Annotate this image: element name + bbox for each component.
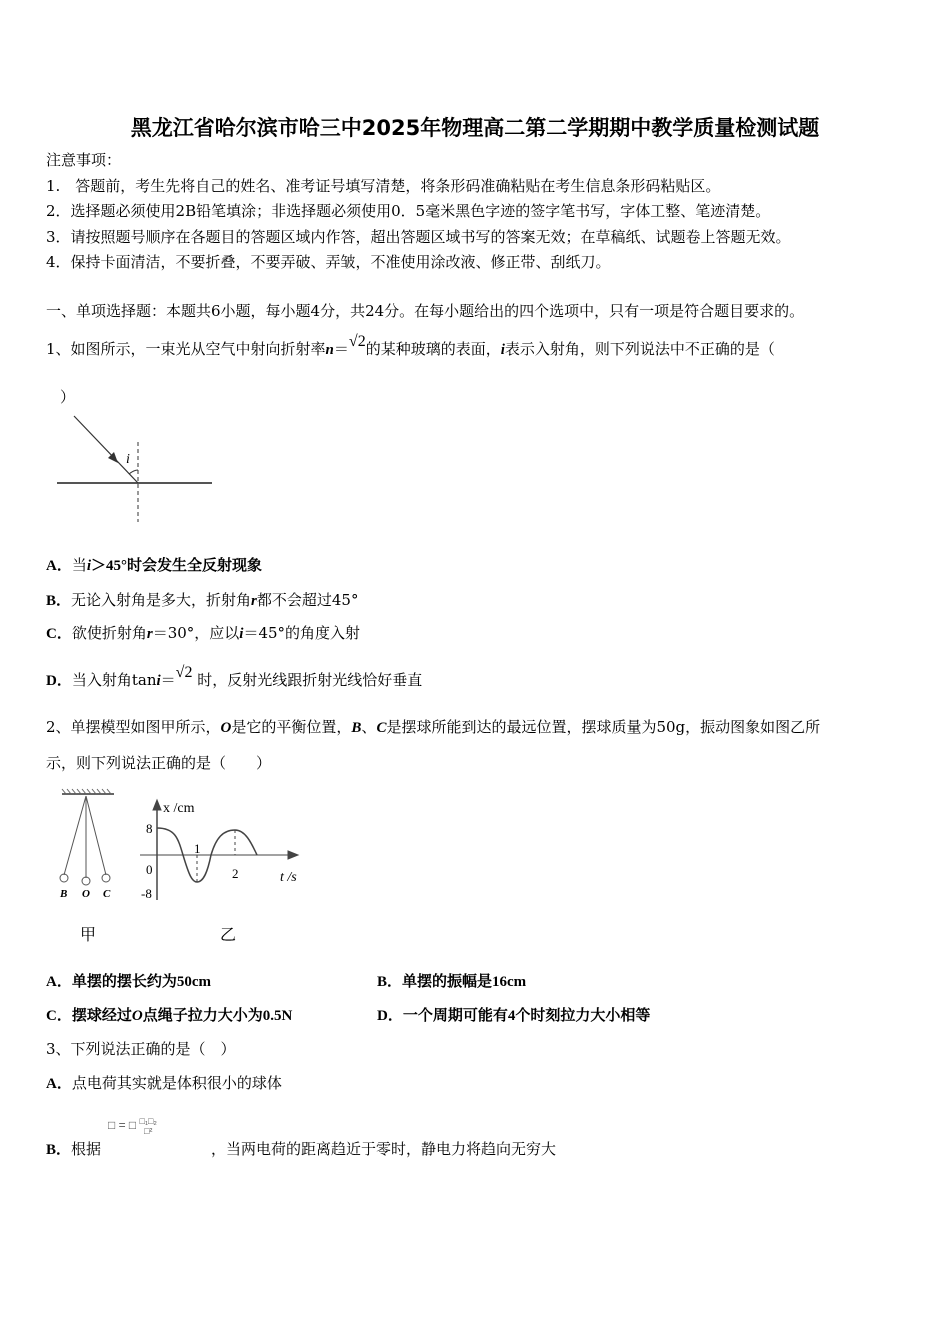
q1-option-a[interactable]: [46, 555, 262, 576]
tick: -8: [141, 886, 152, 901]
refraction-figure: [50, 410, 220, 525]
q1-option-b[interactable]: [46, 590, 358, 611]
option-text: 都不会超过45°: [256, 591, 359, 609]
q2-stem-text: 2、单摆模型如图甲所示，: [46, 718, 221, 736]
option-text: 单摆的摆长约为50cm: [71, 974, 211, 990]
pendulum-strings: [60, 796, 110, 885]
option-key: A．: [46, 1076, 72, 1092]
tick: 1: [194, 841, 201, 856]
formula-lhs: □ = □: [108, 1118, 137, 1133]
y-arrow-icon: [153, 800, 161, 810]
q1-option-d[interactable]: [46, 664, 423, 691]
notice-item: 2．选择题必须使用2B铅笔填涂；非选择题必须使用0．5毫米黑色字迹的签字笔书写，字体工整、笔迹清楚。: [46, 202, 771, 220]
option-text: 时，反射光线跟折射光线恰好垂直: [197, 671, 423, 689]
angle-arc: [129, 470, 138, 474]
q3-option-b[interactable]: [46, 1139, 556, 1160]
label-o: O: [82, 888, 90, 900]
q2-option-d[interactable]: [377, 1005, 650, 1026]
q2-option-a[interactable]: [46, 971, 211, 992]
tick: 2: [232, 866, 239, 881]
var: O: [131, 1008, 143, 1024]
option-text: ＝45°的角度入射: [243, 624, 361, 642]
sep: 、: [361, 718, 377, 736]
var-n: n: [325, 342, 334, 358]
formula-fraction: [140, 1116, 157, 1136]
label-b: B: [60, 888, 68, 900]
var-i: i: [500, 342, 505, 358]
x-axis-label: t /s: [280, 870, 297, 885]
var-c: C: [376, 720, 387, 736]
pendulum-figure: [40, 780, 340, 955]
option-text: 单摆的振幅是16cm: [402, 974, 527, 990]
option-key: D．: [46, 673, 72, 689]
section-heading: 一、单项选择题：本题共6小题，每小题4分，共24分。在每小题给出的四个选项中，只有一项是符合题目要求的。: [46, 302, 805, 320]
var: i: [156, 673, 161, 689]
x-arrow-icon: [288, 851, 298, 859]
page-title: 黑龙江省哈尔滨市哈三中2025年物理高二第二学期期中教学质量检测试题: [130, 116, 820, 140]
var-o: O: [220, 720, 232, 736]
sqrt2: √2: [348, 333, 366, 350]
option-key: A．: [46, 558, 72, 574]
option-text: 一个周期可能有4个时刻拉力大小相等: [402, 1008, 651, 1024]
notice-item: 4．保持卡面清洁，不要折叠，不要弄破、弄皱，不准使用涂改液、修正带、刮纸刀。: [46, 253, 611, 271]
caption-right: 乙: [220, 927, 237, 944]
option-text: 无论入射角是多大，折射角: [71, 591, 252, 609]
option-key: C．: [46, 626, 72, 642]
q1-stem-text: 1、如图所示，一束光从空气中射向折射率: [46, 340, 326, 358]
angle-label: i: [126, 452, 130, 467]
option-text: 欲使折射角: [71, 624, 147, 642]
q2-option-b[interactable]: [377, 971, 526, 992]
y-axis-label: x /cm: [163, 801, 195, 816]
eq: ＝: [333, 340, 349, 358]
option-key: C．: [46, 1008, 72, 1024]
option-text: 摆球经过: [71, 1008, 132, 1024]
notice-heading: 注意事项：: [46, 151, 122, 169]
notice-item: 1. 答题前，考生先将自己的姓名、准考证号填写清楚，将条形码准确粘贴在考生信息条形码粘贴区。: [46, 177, 721, 195]
q1-stem-text: 表示入射角，则下列说法中不正确的是（: [504, 340, 775, 358]
tick: 8: [146, 821, 153, 836]
notice-item: 3．请按照题号顺序在各题目的答题区域内作答，超出答题区域书写的答案无效；在草稿纸、试题卷上答题无效。: [46, 228, 791, 246]
q1-stem-text: 的某种玻璃的表面，: [365, 340, 501, 358]
option-key: A．: [46, 974, 72, 990]
q2-stem-line2: 示，则下列说法正确的是（ ）: [46, 754, 272, 772]
tick: 0: [146, 862, 153, 877]
var: i: [239, 626, 244, 642]
option-key: B．: [46, 593, 72, 609]
q2-stem: [46, 717, 820, 738]
var-b: B: [351, 720, 362, 736]
option-key: B．: [377, 974, 403, 990]
q2-stem-text: 是摆球所能到达的最远位置，摆球质量为50g，振动图象如图乙所: [386, 718, 821, 736]
var: i: [86, 558, 92, 574]
denominator: □²: [144, 1126, 153, 1136]
q3-stem: 3、下列说法正确的是（ ）: [46, 1040, 236, 1058]
q1-option-c[interactable]: [46, 623, 360, 644]
option-key: B．: [46, 1142, 72, 1158]
option-text: 当入射角tan: [71, 671, 157, 689]
coulomb-formula: [108, 1116, 157, 1136]
numerator: □₁□₂: [139, 1116, 157, 1126]
option-text: ＝30°，应以: [152, 624, 240, 642]
var: r: [146, 626, 153, 642]
incident-ray: [74, 416, 138, 483]
option-text: ＞45°时会发生全反射现象: [91, 558, 263, 574]
option-text: 点电荷其实就是体积很小的球体: [71, 1074, 282, 1092]
option-text: 当: [71, 556, 87, 574]
q1-stem: [46, 333, 775, 360]
sqrt2: √2: [175, 664, 193, 681]
q2-option-c[interactable]: [46, 1005, 292, 1026]
q1-close-paren: ）: [60, 388, 76, 406]
caption-left: 甲: [80, 927, 97, 944]
option-text: 点绳子拉力大小为0.5N: [142, 1008, 293, 1024]
option-text: ＝: [160, 671, 176, 689]
option-text: 根据: [71, 1140, 102, 1158]
option-text: ，当两电荷的距离趋近于零时，静电力将趋向无穷大: [211, 1140, 557, 1158]
label-c: C: [103, 888, 111, 900]
q3-option-a[interactable]: [46, 1073, 282, 1094]
var: r: [251, 593, 257, 609]
option-key: D．: [377, 1008, 403, 1024]
q2-stem-text: 是它的平衡位置，: [231, 718, 352, 736]
